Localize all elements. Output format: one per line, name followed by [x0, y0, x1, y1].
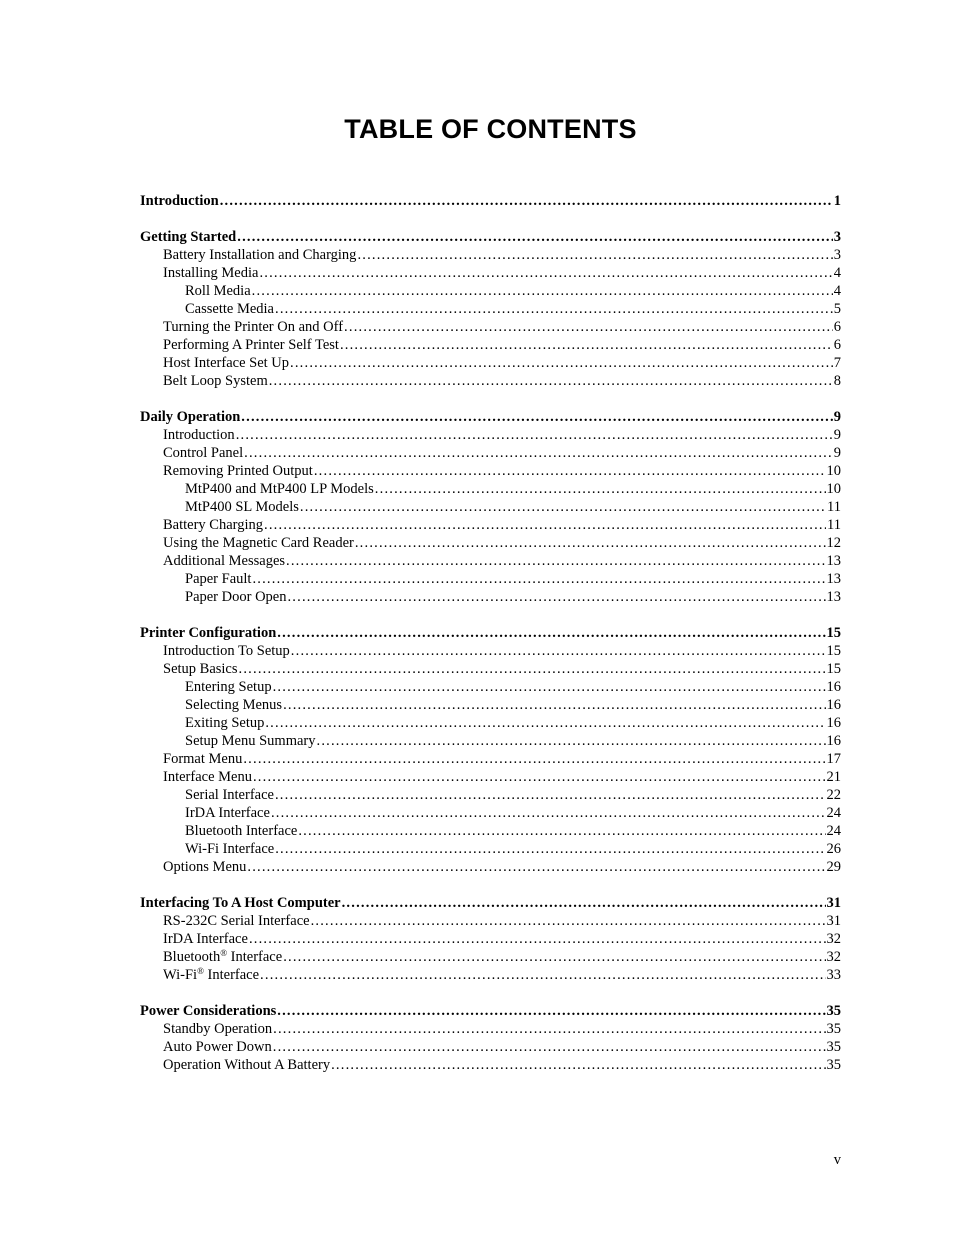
toc-subentry[interactable]	[140, 1038, 841, 1056]
dot-leader	[287, 588, 825, 606]
toc-entry-label	[140, 1002, 276, 1020]
toc-subentry[interactable]	[140, 534, 841, 552]
toc-section	[140, 228, 841, 390]
toc-entry-label	[163, 372, 268, 390]
dot-leader	[249, 930, 826, 948]
toc-entry-title: Battery Charging	[163, 517, 264, 533]
dot-leader	[244, 444, 833, 462]
toc-page-number: 5	[833, 301, 841, 317]
toc-entry-label	[163, 858, 246, 876]
toc-subentry[interactable]	[140, 768, 841, 786]
toc-chapter-entry[interactable]	[140, 192, 841, 210]
toc-entry-title: Installing Media	[163, 265, 259, 281]
toc-page-number: 1	[833, 193, 841, 209]
toc-entry-label	[185, 570, 251, 588]
toc-entry-title: Cassette Media	[185, 301, 274, 317]
toc-entry-title: Power Considerations	[140, 1003, 277, 1019]
toc-entry-label	[185, 822, 297, 840]
toc-page-number: 15	[826, 661, 841, 677]
toc-page-number: 12	[826, 535, 841, 551]
toc-subentry[interactable]	[140, 912, 841, 930]
toc-entry-label	[163, 1056, 330, 1074]
toc-page-number: 33	[826, 967, 841, 983]
toc-page-number: 8	[833, 373, 841, 389]
toc-page-number: 9	[833, 427, 841, 443]
toc-entry-title: Options Menu	[163, 859, 247, 875]
toc-entry-title: Wi-Fi	[163, 967, 198, 983]
dot-leader	[314, 462, 826, 480]
toc-subentry[interactable]	[140, 750, 841, 768]
toc-entry-label	[185, 300, 274, 318]
toc-entry-title: Interface Menu	[163, 769, 252, 785]
toc-subentry[interactable]	[140, 858, 841, 876]
toc-entry-label	[163, 264, 258, 282]
toc-subentry[interactable]	[140, 264, 841, 282]
toc-entry-title: Turning the Printer On and Off	[163, 319, 344, 335]
toc-page-number: 16	[826, 679, 841, 695]
toc-entry-title: Roll Media	[185, 283, 251, 299]
toc-entry-label	[140, 894, 341, 912]
toc-entry-label	[140, 408, 240, 426]
dot-leader	[291, 642, 826, 660]
toc-entry-label	[163, 426, 235, 444]
toc-entry-title: Control Panel	[163, 445, 244, 461]
dot-leader	[340, 336, 833, 354]
toc-entry-label	[185, 732, 316, 750]
dot-leader	[273, 1020, 825, 1038]
toc-entry-label	[140, 192, 219, 210]
toc-page-number: 13	[826, 553, 841, 569]
toc-subentry[interactable]	[140, 336, 841, 354]
toc-entry-label	[140, 228, 236, 246]
toc-entry-label	[140, 624, 276, 642]
toc-page-number: 11	[827, 517, 841, 533]
toc-subentry[interactable]	[140, 246, 841, 264]
toc-entry-title: Battery Installation and Charging	[163, 247, 357, 263]
toc-page-number: 3	[833, 247, 841, 263]
toc-entry-title: Introduction To Setup	[163, 643, 290, 659]
toc-page-number: 10	[826, 481, 841, 497]
page-title: TABLE OF CONTENTS	[344, 114, 637, 144]
toc-subentry[interactable]	[140, 678, 841, 696]
toc-page-number: 11	[827, 499, 841, 515]
toc-entry-title: Operation Without A Battery	[163, 1057, 331, 1073]
toc-entry-label	[185, 678, 272, 696]
dot-leader	[283, 948, 825, 966]
toc-section	[140, 624, 841, 876]
toc-entry-label	[185, 840, 274, 858]
toc-subentry[interactable]	[140, 822, 841, 840]
toc-entry-title: IrDA Interface	[163, 931, 248, 947]
dot-leader	[241, 408, 832, 426]
toc-entry-label	[163, 750, 242, 768]
toc-entry-title: Serial Interface	[185, 787, 274, 803]
toc-entry-label	[163, 462, 313, 480]
dot-leader	[247, 858, 825, 876]
dot-leader	[252, 282, 833, 300]
toc-page-number: 9	[833, 445, 841, 461]
toc-entry-label	[163, 912, 310, 930]
toc-entry-label	[185, 480, 374, 498]
toc-entry-title: Bluetooth	[163, 949, 221, 965]
toc-entry-title: RS-232C Serial Interface	[163, 913, 310, 929]
toc-page-number: 32	[826, 949, 841, 965]
toc-chapter-entry[interactable]	[140, 624, 841, 642]
toc-entry-title: Setup Menu Summary	[185, 733, 316, 749]
toc-entry-title: Exiting Setup	[185, 715, 265, 731]
toc-entry-title: Printer Configuration	[140, 625, 277, 641]
toc-entry-title: Getting Started	[140, 229, 237, 245]
toc-page-number: 24	[826, 805, 841, 821]
toc-subentry[interactable]	[140, 804, 841, 822]
dot-leader	[344, 318, 833, 336]
dot-leader	[253, 768, 826, 786]
dot-leader	[286, 552, 825, 570]
toc-subentry[interactable]	[140, 318, 841, 336]
dot-leader	[237, 228, 833, 246]
table-of-contents	[140, 192, 841, 1092]
dot-leader	[275, 300, 833, 318]
toc-page-number: 32	[826, 931, 841, 947]
toc-entry-label	[163, 768, 252, 786]
toc-entry-title: IrDA Interface	[185, 805, 270, 821]
toc-page-number: 31	[826, 895, 841, 911]
toc-page-number: 26	[826, 841, 841, 857]
toc-page-number: 7	[833, 355, 841, 371]
toc-subentry[interactable]	[140, 930, 841, 948]
toc-page-number: 13	[826, 589, 841, 605]
toc-entry-label	[163, 930, 248, 948]
toc-entry-title: Interfacing To A Host Computer	[140, 895, 341, 911]
dot-leader	[275, 840, 825, 858]
toc-entry-title: Entering Setup	[185, 679, 272, 695]
toc-section	[140, 408, 841, 606]
toc-entry-label	[185, 498, 299, 516]
dot-leader	[264, 516, 826, 534]
toc-entry-label	[185, 804, 270, 822]
toc-section	[140, 894, 841, 984]
dot-leader	[269, 372, 833, 390]
toc-entry-title: Setup Basics	[163, 661, 238, 677]
dot-leader	[300, 498, 826, 516]
toc-entry-label	[185, 714, 264, 732]
toc-entry-label	[163, 534, 354, 552]
dot-leader	[355, 534, 826, 552]
toc-subentry[interactable]	[140, 498, 841, 516]
toc-subentry[interactable]	[140, 1020, 841, 1038]
toc-page-number: 13	[826, 571, 841, 587]
toc-entry-title: Performing A Printer Self Test	[163, 337, 339, 353]
toc-subentry[interactable]	[140, 840, 841, 858]
toc-section	[140, 192, 841, 210]
toc-subentry[interactable]	[140, 696, 841, 714]
toc-subentry[interactable]	[140, 552, 841, 570]
dot-leader	[252, 570, 825, 588]
toc-entry-title: Auto Power Down	[163, 1039, 272, 1055]
dot-leader	[375, 480, 826, 498]
toc-entry-label	[163, 948, 282, 966]
dot-leader	[236, 426, 833, 444]
toc-entry-title: Using the Magnetic Card Reader	[163, 535, 354, 551]
toc-subentry[interactable]	[140, 786, 841, 804]
toc-page-number: 6	[833, 337, 841, 353]
toc-subentry[interactable]	[140, 354, 841, 372]
toc-page-number: 16	[826, 697, 841, 713]
toc-chapter-entry[interactable]	[140, 1002, 841, 1020]
toc-subentry[interactable]	[140, 966, 841, 984]
toc-entry-title: Host Interface Set Up	[163, 355, 290, 371]
toc-page-number: 16	[826, 715, 841, 731]
dot-leader	[243, 750, 825, 768]
toc-page-number: 15	[826, 625, 841, 641]
toc-entry-label	[163, 516, 263, 534]
toc-entry-label	[163, 1038, 272, 1056]
toc-entry-title-suffix: Interface	[203, 967, 260, 983]
toc-entry-title: Daily Operation	[140, 409, 241, 425]
toc-entry-title: Introduction	[163, 427, 235, 443]
toc-entry-title: Paper Door Open	[185, 589, 287, 605]
dot-leader	[220, 192, 833, 210]
toc-page-number: 35	[826, 1057, 841, 1073]
dot-leader	[357, 246, 832, 264]
dot-leader	[311, 912, 826, 930]
dot-leader	[259, 264, 832, 282]
toc-page-number: 35	[826, 1021, 841, 1037]
registered-mark: ®	[220, 948, 228, 958]
toc-entry-title: Removing Printed Output	[163, 463, 313, 479]
toc-entry-label	[163, 246, 356, 264]
toc-subentry[interactable]	[140, 714, 841, 732]
toc-entry-label	[163, 354, 289, 372]
toc-page-number: 15	[826, 643, 841, 659]
toc-page-number: 31	[826, 913, 841, 929]
toc-section	[140, 1002, 841, 1074]
toc-page-number: 6	[833, 319, 841, 335]
dot-leader	[298, 822, 825, 840]
toc-entry-title: Bluetooth Interface	[185, 823, 298, 839]
toc-subentry[interactable]	[140, 444, 841, 462]
toc-entry-title: Introduction	[140, 193, 219, 209]
toc-subentry[interactable]	[140, 732, 841, 750]
toc-chapter-entry[interactable]	[140, 408, 841, 426]
toc-page-number: 4	[833, 265, 841, 281]
dot-leader	[277, 1002, 825, 1020]
toc-entry-label	[185, 282, 251, 300]
toc-page-number: 9	[833, 409, 841, 425]
toc-entry-title: Wi-Fi Interface	[185, 841, 275, 857]
toc-subentry[interactable]	[140, 1056, 841, 1074]
dot-leader	[273, 1038, 826, 1056]
toc-chapter-entry[interactable]	[140, 894, 841, 912]
toc-page-number: 22	[826, 787, 841, 803]
page-number: v	[833, 1152, 841, 1168]
toc-page-number: 35	[826, 1003, 841, 1019]
toc-subentry[interactable]	[140, 948, 841, 966]
toc-entry-title: Paper Fault	[185, 571, 252, 587]
toc-entry-label	[163, 642, 290, 660]
toc-subentry[interactable]	[140, 642, 841, 660]
toc-page-number: 17	[826, 751, 841, 767]
toc-subentry[interactable]	[140, 282, 841, 300]
toc-entry-label	[185, 786, 274, 804]
toc-entry-title: Additional Messages	[163, 553, 286, 569]
toc-chapter-entry[interactable]	[140, 228, 841, 246]
toc-entry-title: MtP400 SL Models	[185, 499, 299, 515]
dot-leader	[265, 714, 825, 732]
dot-leader	[290, 354, 833, 372]
toc-entry-label	[163, 336, 339, 354]
toc-page-number: 35	[826, 1039, 841, 1055]
dot-leader	[260, 966, 825, 984]
toc-page-number: 4	[833, 283, 841, 299]
toc-subentry[interactable]	[140, 516, 841, 534]
toc-entry-label	[163, 318, 343, 336]
dot-leader	[271, 804, 826, 822]
toc-subentry[interactable]	[140, 426, 841, 444]
dot-leader	[342, 894, 826, 912]
toc-entry-label	[163, 660, 238, 678]
toc-entry-label	[163, 444, 243, 462]
toc-entry-title: Belt Loop System	[163, 373, 268, 389]
dot-leader	[331, 1056, 825, 1074]
toc-entry-title: Selecting Menus	[185, 697, 283, 713]
toc-page-number: 24	[826, 823, 841, 839]
dot-leader	[277, 624, 825, 642]
toc-entry-label	[163, 552, 285, 570]
toc-entry-label	[185, 588, 286, 606]
toc-subentry[interactable]	[140, 570, 841, 588]
toc-entry-label	[163, 1020, 272, 1038]
toc-subentry[interactable]	[140, 300, 841, 318]
toc-entry-title: Standby Operation	[163, 1021, 273, 1037]
toc-entry-label	[163, 966, 259, 984]
dot-leader	[317, 732, 826, 750]
toc-page-number: 3	[833, 229, 841, 245]
dot-leader	[283, 696, 825, 714]
toc-subentry[interactable]	[140, 588, 841, 606]
registered-mark: ®	[197, 966, 204, 976]
toc-entry-label	[185, 696, 282, 714]
toc-page-number: 10	[826, 463, 841, 479]
toc-page-number: 16	[826, 733, 841, 749]
dot-leader	[273, 678, 826, 696]
dot-leader	[275, 786, 826, 804]
toc-entry-title: MtP400 and MtP400 LP Models	[185, 481, 374, 497]
toc-subentry[interactable]	[140, 372, 841, 390]
toc-entry-title: Format Menu	[163, 751, 243, 767]
toc-subentry[interactable]	[140, 462, 841, 480]
toc-entry-title-suffix: Interface	[227, 949, 283, 965]
toc-page-number: 21	[826, 769, 841, 785]
toc-page-number: 29	[826, 859, 841, 875]
toc-subentry[interactable]	[140, 480, 841, 498]
dot-leader	[239, 660, 826, 678]
toc-subentry[interactable]	[140, 660, 841, 678]
